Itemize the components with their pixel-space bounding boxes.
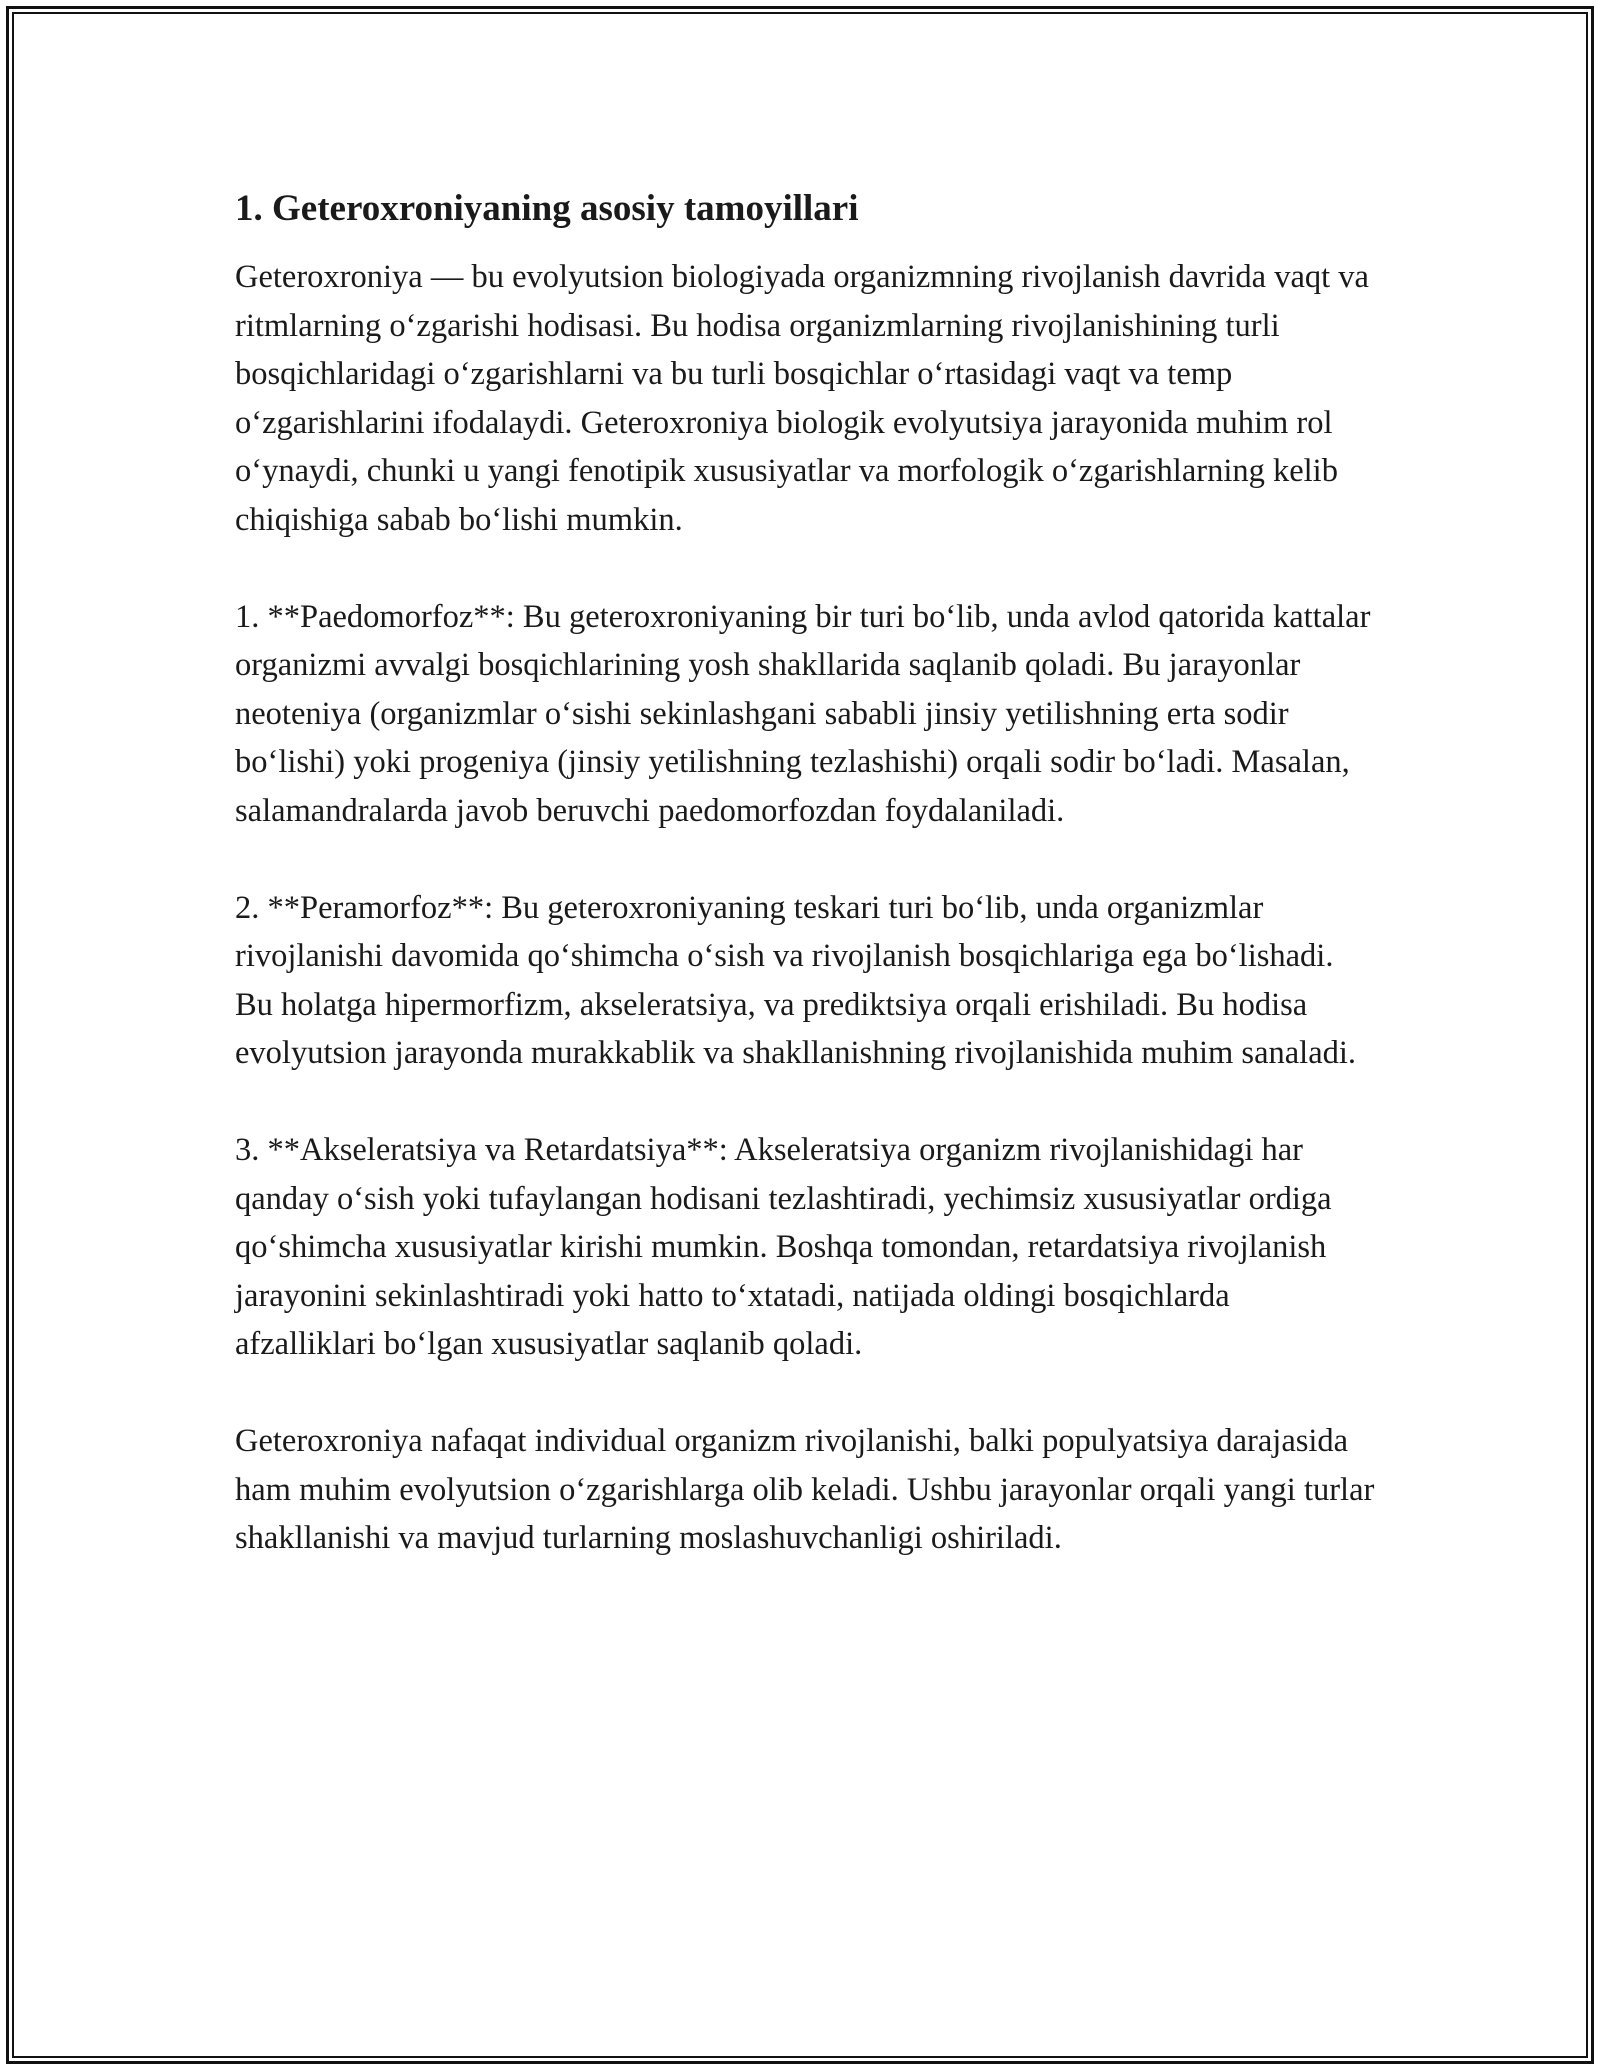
paragraph-peramorfoz: 2. **Peramorfoz**: Bu geteroxroniyaning teskari turi boʻlib, unda organizmlar rivojlanishi davomida qoʻshimcha oʻsish va rivojlanish bosqichlariga ega boʻlishadi. Bu holatga hipermorfizm, akseleratsiya, va prediktsiya orqali erishiladi. Bu hodisa evolyutsion jarayonda murakkablik va shakllanishning rivojlanishida muhim sanaladi. bbox=[235, 889, 1357, 1071]
document-body bbox=[235, 185, 1375, 1563]
paragraph-conclusion: Geteroxroniya nafaqat individual organizm rivojlanishi, balki populyatsiya darajasida ham muhim evolyutsion oʻzgarishlarga olib keladi. Ushbu jarayonlar orqali yangi turlar shakllanishi va mavjud turlarning moslashuvchanligi oshiriladi. bbox=[235, 1423, 1375, 1556]
paragraph-paedomorfoz: 1. **Paedomorfoz**: Bu geteroxroniyaning bir turi boʻlib, unda avlod qatorida kattalar organizmi avvalgi bosqichlarining yosh shakllarida saqlanib qoladi. Bu jarayonlar neoteniya (organizmlar oʻsishi sekinlashgani sababli jinsiy yetilishning erta sodir boʻlishi) yoki progeniya (jinsiy yetilishning tezlashishi) orqali sodir boʻladi. Masalan, salamandralarda javob beruvchi paedomorfozdan foydalaniladi. bbox=[235, 598, 1371, 829]
paragraph-intro: Geteroxroniya — bu evolyutsion biologiyada organizmning rivojlanish davrida vaqt va ritmlarning oʻzgarishi hodisasi. Bu hodisa organizmlarning rivojlanishining turli bosqichlaridagi oʻzgarishlarni va bu turli bosqichlar oʻrtasidagi vaqt va temp oʻzgarishlarini ifodalaydi. Geteroxroniya biologik evolyutsiya jarayonida muhim rol oʻynaydi, chunki u yangi fenotipik xususiyatlar va morfologik oʻzgarishlarning kelib chiqishiga sabab boʻlishi mumkin. bbox=[235, 259, 1369, 538]
document-title: 1. Geteroxroniyaning asosiy tamoyillari bbox=[235, 188, 859, 229]
paragraph-akseleratsiya: 3. **Akseleratsiya va Retardatsiya**: Akseleratsiya organizm rivojlanishidagi har qanday oʻsish yoki tufaylangan hodisani tezlashtiradi, yechimsiz xususiyatlar ordiga qoʻshimcha xususiyatlar kirishi mumkin. Boshqa tomondan, retardatsiya rivojlanish jarayonini sekinlashtiradi yoki hatto toʻxtatadi, natijada oldingi bosqichlarda afzalliklari boʻlgan xususiyatlar saqlanib qoladi. bbox=[235, 1132, 1332, 1362]
